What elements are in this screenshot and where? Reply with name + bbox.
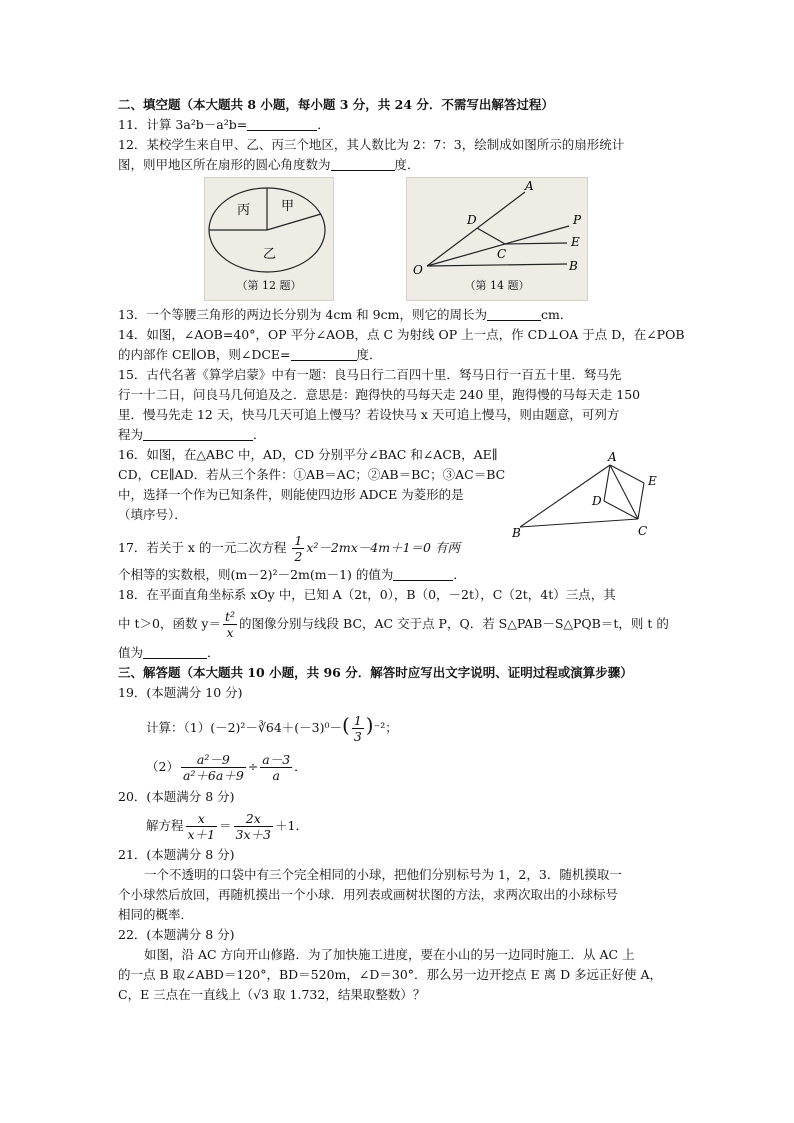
q18-line1: 18．在平面直角坐标系 xOy 中，已知 A（2t，0），B（0，－2t），C（2t，4t）三点，其 bbox=[118, 587, 616, 602]
fraction-one-half bbox=[292, 533, 304, 564]
frac-denominator: 3 bbox=[353, 729, 362, 744]
question-11: 11．计算 3a²b－a²b= ． bbox=[118, 117, 330, 132]
ray-OA bbox=[427, 192, 525, 266]
frac-denominator: x＋1 bbox=[187, 827, 216, 842]
q13-unit: cm． bbox=[540, 307, 573, 322]
q22-line1: 如图，沿 AC 方向开山修路．为了加快施工进度，要在小山的另一边同时施工．从 AC 上 bbox=[144, 947, 635, 962]
answer-blank bbox=[331, 156, 395, 171]
point-label-B: B bbox=[569, 259, 578, 273]
q15-line4: 程为 bbox=[118, 427, 144, 442]
q17-line1a: 17．若关于 x 的一元二次方程 bbox=[118, 540, 287, 555]
q15-end: ． bbox=[253, 427, 266, 442]
fraction-lhs bbox=[186, 811, 218, 842]
pie-chart-graphic bbox=[205, 178, 333, 278]
q15-line2: 行一十二日，问良马几何追及之．意思是：跑得快的马每天走 240 里，跑得慢的马每天走 150 bbox=[118, 387, 641, 402]
frac-numerator: a²－9 bbox=[181, 752, 246, 768]
q22-line3: C，E 三点在一直线上（√3 取 1.732，结果取整数）？ bbox=[118, 987, 426, 1002]
frac-denominator: a²＋6a＋9 bbox=[182, 768, 244, 783]
q20-equation bbox=[118, 807, 678, 845]
q19-part2-label: （2） bbox=[146, 759, 179, 774]
point-label-A: A bbox=[608, 450, 617, 464]
equals-sign: ＝ bbox=[219, 818, 232, 833]
q19-part1 bbox=[118, 703, 678, 747]
fraction-expr2 bbox=[260, 752, 292, 783]
q22-head: 22．(本题满分 8 分) bbox=[118, 927, 235, 942]
point-label-D: D bbox=[592, 494, 602, 508]
question-17-cont bbox=[118, 565, 678, 585]
fraction-rhs bbox=[234, 811, 273, 842]
q20-end: ＋1． bbox=[275, 818, 308, 833]
answer-blank bbox=[143, 426, 253, 441]
answer-blank bbox=[393, 566, 453, 581]
segment-EC bbox=[638, 483, 644, 519]
fraction-one-third bbox=[352, 713, 364, 744]
q14-line2: 的内部作 CE∥OB，则∠DCE= bbox=[118, 347, 291, 362]
q11-text: 11．计算 3a²b－a²b= bbox=[118, 117, 248, 132]
q16-line1: 16．如图，在△ABC 中，AD，CD 分别平分∠BAC 和∠ACB，AE∥ bbox=[118, 447, 498, 462]
point-label-C: C bbox=[497, 247, 507, 261]
point-label-D: D bbox=[467, 213, 477, 227]
point-label-O: O bbox=[413, 263, 423, 277]
q15-line3: 里．慢马先走 12 天，快马几天可追上慢马？若设快马 x 天可追上慢马，则由题意，可列方 bbox=[118, 407, 620, 422]
q13-text: 13．一个等腰三角形的两边长分别为 4cm 和 9cm，则它的周长为 bbox=[118, 307, 487, 322]
section3-title: 三、解答题（本大题共 10 小题，共 96 分．解答时应写出文字说明、证明过程或演算步骤） bbox=[118, 665, 633, 680]
answer-blank bbox=[143, 644, 207, 659]
q16-line3: 中，选择一个作为已知条件，则能使四边形 ADCE 为菱形的是 bbox=[118, 487, 464, 502]
q16-line4: （填序号）． bbox=[118, 507, 187, 522]
answer-blank bbox=[247, 116, 317, 131]
q12-unit: 度． bbox=[394, 157, 420, 172]
section2-title: 二、填空题（本大题共 8 小题，每小题 3 分，共 24 分．不需写出解答过程） bbox=[118, 97, 554, 112]
q14-unit: 度． bbox=[356, 347, 382, 362]
ray-OB bbox=[427, 264, 567, 266]
q22-line2: 的一点 B 取∠ABD＝120°，BD＝520m，∠D＝30°．那么另一边开挖点 E 离 D 多远正好使 A， bbox=[118, 967, 663, 982]
left-paren: ( bbox=[342, 713, 350, 737]
q21-line1: 一个不透明的口袋中有三个完全相同的小球，把他们分别标号为 1，2，3．随机摸取一 bbox=[144, 867, 622, 882]
exam-page bbox=[118, 95, 685, 1005]
q21-line2: 个小球然后放回，再随机摸出一个小球．用列表或画树状图的方法，求两次取出的小球标号 bbox=[118, 887, 619, 902]
point-label-E: E bbox=[571, 235, 580, 249]
frac-denominator: 3x＋3 bbox=[235, 827, 272, 842]
q18-line2b: 的图像分别与线段 BC，AC 交于点 P，Q．若 S△PAB－S△PQB＝t，则 t 的 bbox=[239, 616, 669, 631]
divide-sign: ÷ bbox=[247, 759, 259, 774]
question-18 bbox=[118, 605, 678, 643]
q17-end: ． bbox=[453, 567, 466, 582]
question-13 bbox=[118, 305, 678, 325]
frac-denominator: x bbox=[226, 625, 234, 640]
q19-part2 bbox=[118, 747, 678, 787]
point-label-A: A bbox=[525, 179, 534, 193]
q14-line1: 14．如图，∠AOB=40°，OP 平分∠AOB，点 C 为射线 OP 上一点，作 CD⊥OA 于点 D，在∠POB bbox=[118, 327, 685, 342]
point-label-C: C bbox=[638, 524, 648, 538]
q20-head: 20．(本题满分 8 分) bbox=[118, 789, 235, 804]
q15-line1: 15．古代名著《算学启蒙》中有一题：良马日行二百四十里．驽马日行一百五十里．驽马先 bbox=[118, 367, 622, 382]
figure-16-triangle bbox=[512, 445, 672, 541]
q12-line1: 12．某校学生来自甲、乙、丙三个地区，其人数比为 2：7：3，绘制成如图所示的扇形统计 bbox=[118, 137, 625, 152]
figure-14-caption: （第 14 题） bbox=[464, 279, 530, 292]
figure-12-pie-chart bbox=[204, 177, 334, 301]
q18-line3: 值为 bbox=[118, 645, 144, 660]
q21-head: 21．(本题满分 8 分) bbox=[118, 847, 235, 862]
answer-blank bbox=[487, 306, 541, 321]
q18-line2a: 中 t＞0，函数 y＝ bbox=[118, 616, 221, 631]
figures-row bbox=[118, 177, 678, 305]
question-14 bbox=[118, 345, 678, 365]
segment-AD bbox=[604, 465, 610, 501]
pie-label-bing: 丙 bbox=[237, 203, 251, 218]
pie-label-yi: 乙 bbox=[263, 247, 277, 262]
q19-part1-text: 计算：（1）(－2)²－∛64＋(－3)⁰－ bbox=[146, 720, 343, 735]
q19-part1-end: ⁻²； bbox=[373, 720, 398, 735]
question-12 bbox=[118, 155, 678, 175]
point-label-P: P bbox=[573, 213, 582, 227]
figure-12-caption: （第 12 题） bbox=[236, 279, 302, 292]
segment-AC bbox=[610, 465, 638, 519]
fraction-expr1 bbox=[181, 752, 246, 783]
fraction-t2-over-x bbox=[223, 609, 237, 640]
q16-line2: CD，CE∥AD．若从三个条件：①AB＝AC；②AB＝BC；③AC＝BC bbox=[118, 467, 506, 482]
ray-CE bbox=[505, 243, 567, 244]
q21-line3: 相同的概率． bbox=[118, 907, 194, 922]
frac-denominator: a bbox=[272, 768, 280, 783]
segment-BC bbox=[520, 519, 638, 527]
frac-numerator: 1 bbox=[294, 533, 303, 548]
angle-diagram-graphic bbox=[407, 178, 587, 278]
frac-numerator: t² bbox=[225, 609, 236, 624]
point-label-E: E bbox=[648, 474, 657, 488]
right-paren: ) bbox=[365, 713, 374, 737]
question-16-block bbox=[118, 445, 678, 540]
triangle-diagram-graphic bbox=[512, 445, 672, 541]
answer-blank bbox=[291, 346, 357, 361]
frac-numerator: 2x bbox=[234, 811, 273, 827]
figure-14-diagram bbox=[406, 177, 588, 301]
segment-CD bbox=[477, 228, 505, 244]
question-18-cont bbox=[118, 643, 678, 663]
q18-end: ． bbox=[207, 645, 220, 660]
point-label-B: B bbox=[512, 526, 521, 540]
q17-line1b: x²－2mx－4m＋1＝0 有两 bbox=[306, 540, 460, 555]
q17-line2: 个相等的实数根，则(m－2)²－2m(m－1) 的值为 bbox=[118, 567, 394, 582]
question-15 bbox=[118, 425, 678, 445]
frac-numerator: 1 bbox=[353, 713, 362, 728]
q20-label: 解方程 bbox=[146, 818, 184, 833]
frac-numerator: a－3 bbox=[262, 752, 291, 767]
q19-part2-end: ． bbox=[294, 759, 307, 774]
pie-divider-jia-yi bbox=[267, 214, 321, 230]
q12-line2: 图，则甲地区所在扇形的圆心角度数为 bbox=[118, 157, 331, 172]
frac-numerator: x bbox=[186, 811, 218, 827]
q19-head: 19．(本题满分 10 分) bbox=[118, 685, 243, 700]
frac-denominator: 2 bbox=[294, 549, 303, 564]
pie-label-jia: 甲 bbox=[281, 199, 295, 214]
